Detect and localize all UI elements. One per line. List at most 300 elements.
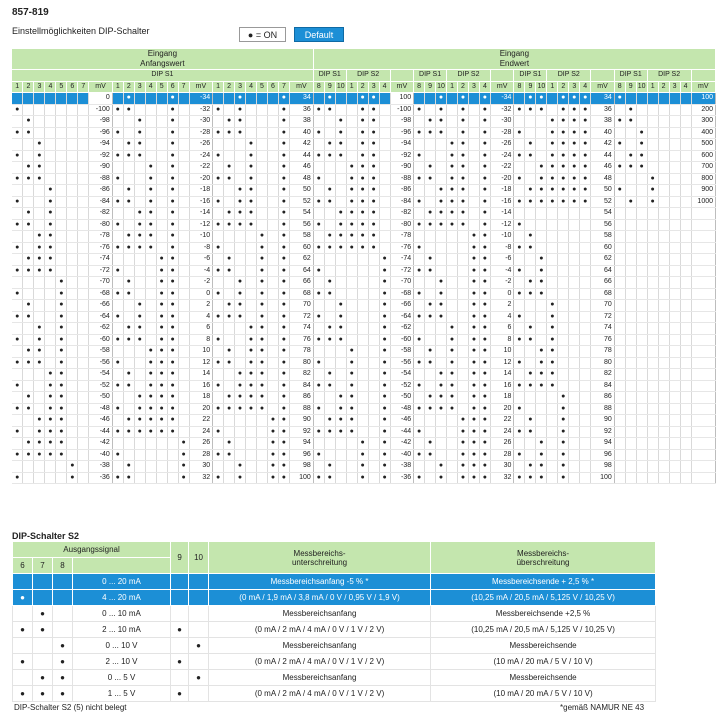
dip-cell	[580, 254, 591, 266]
dip-cell	[680, 415, 691, 427]
dip-cell	[514, 231, 525, 243]
switch-number: 3	[468, 81, 479, 93]
dip-cell	[324, 116, 335, 128]
dip-cell: ●	[134, 127, 145, 139]
table-row	[12, 426, 716, 438]
mv-value: -90	[89, 162, 113, 174]
dip-cell	[56, 162, 67, 174]
dip-cell: ●	[112, 242, 123, 254]
dip-cell	[525, 116, 536, 128]
dip-cell	[558, 242, 569, 254]
dip-cell	[647, 150, 658, 162]
switch-number: 4	[479, 81, 490, 93]
dip-cell: ●	[23, 127, 34, 139]
dip-cell: ●	[447, 150, 458, 162]
dip-cell: ●	[45, 265, 56, 277]
dip-cell	[357, 380, 368, 392]
dip-cell	[45, 150, 56, 162]
dip-cell	[246, 311, 257, 323]
dip-cell: ●	[468, 357, 479, 369]
dip-cell	[436, 139, 447, 151]
dip-cell: ●	[636, 150, 647, 162]
mv-value: -26	[490, 139, 514, 151]
dip-cell	[447, 277, 458, 289]
dip-cell	[56, 231, 67, 243]
dip-cell: ●	[547, 323, 558, 335]
dip-cell	[45, 311, 56, 323]
dip-cell	[235, 426, 246, 438]
dip-cell	[669, 323, 680, 335]
dip-cell	[134, 196, 145, 208]
dip-cell	[636, 300, 647, 312]
dip-cell	[56, 104, 67, 116]
dip-cell	[33, 638, 53, 654]
dip-cell: ●	[479, 461, 490, 473]
dip-cell	[614, 277, 625, 289]
dip-cell: ●	[313, 242, 324, 254]
dip-cell: ●	[468, 426, 479, 438]
dip-cell: ●	[257, 357, 268, 369]
mv-value: -72	[390, 265, 414, 277]
dip-cell: ●	[379, 277, 390, 289]
mv-value: -72	[89, 265, 113, 277]
dip-cell	[447, 461, 458, 473]
dip-cell	[178, 104, 189, 116]
col-blank	[73, 558, 171, 574]
dip-cell	[257, 116, 268, 128]
dip-cell: ●	[547, 173, 558, 185]
mv-value: 52	[591, 196, 615, 208]
dip-cell: ●	[324, 277, 335, 289]
dip-cell	[414, 185, 425, 197]
dip-cell: ●	[156, 357, 167, 369]
dip-cell	[536, 219, 547, 231]
dip-9-cell: ●	[171, 622, 189, 638]
dip-cell	[536, 116, 547, 128]
dip-s2-title: DIP-Schalter S2	[12, 531, 80, 541]
dip-cell	[45, 127, 56, 139]
dip-cell	[246, 461, 257, 473]
dip-cell	[647, 438, 658, 450]
dip-cell	[267, 369, 278, 381]
dip-cell	[514, 277, 525, 289]
dip-cell: ●	[235, 93, 246, 105]
dip-cell: ●	[447, 357, 458, 369]
mv-value: -20	[189, 173, 213, 185]
dip-cell: ●	[458, 415, 469, 427]
mv-value: -68	[89, 288, 113, 300]
dip-cell	[669, 242, 680, 254]
dip-cell: ●	[547, 346, 558, 358]
dip-cell	[680, 116, 691, 128]
dip-cell: ●	[436, 461, 447, 473]
dip-cell	[45, 104, 56, 116]
dip-cell	[680, 208, 691, 220]
dip-cell	[547, 403, 558, 415]
dip-cell: ●	[167, 231, 178, 243]
dip-cell	[134, 472, 145, 484]
dip-cell	[45, 93, 56, 105]
dip-cell: ●	[112, 150, 123, 162]
dip-cell	[346, 116, 357, 128]
header-blank	[490, 70, 514, 82]
mv-value: -36	[89, 472, 113, 484]
dip-cell	[112, 254, 123, 266]
dip-cell	[134, 277, 145, 289]
dip-cell	[123, 162, 134, 174]
mv-value: 24	[490, 426, 514, 438]
dip-cell	[267, 323, 278, 335]
dip-cell: ●	[145, 208, 156, 220]
dip-cell: ●	[123, 323, 134, 335]
dip-cell	[569, 346, 580, 358]
mv-value	[691, 208, 715, 220]
mv-value: 80	[591, 357, 615, 369]
dip-cell: ●	[313, 173, 324, 185]
dip-cell: ●	[436, 288, 447, 300]
dip-cell	[368, 461, 379, 473]
dip-cell	[580, 231, 591, 243]
mv-value: -94	[390, 139, 414, 151]
dip-cell	[145, 472, 156, 484]
dip-cell	[167, 472, 178, 484]
dip-cell	[346, 254, 357, 266]
table-row	[13, 590, 656, 606]
dip-cell	[346, 438, 357, 450]
dip-cell	[425, 93, 436, 105]
dip-cell: ●	[536, 380, 547, 392]
dip-cell	[680, 300, 691, 312]
dip-cell: ●	[246, 196, 257, 208]
mv-value	[691, 438, 715, 450]
table-row	[12, 403, 716, 415]
dip-cell: ●	[112, 127, 123, 139]
dip-cell	[625, 139, 636, 151]
dip-cell	[525, 162, 536, 174]
dip-cell	[514, 139, 525, 151]
dip-cell: ●	[425, 162, 436, 174]
header-dip-s2: DIP S2	[647, 70, 691, 82]
dip-cell: ●	[123, 380, 134, 392]
dip-cell	[134, 254, 145, 266]
dip-cell: ●	[346, 403, 357, 415]
dip-cell	[625, 357, 636, 369]
switch-number: 3	[134, 81, 145, 93]
table-row	[12, 334, 716, 346]
mv-value: 44	[289, 150, 313, 162]
dip-cell	[625, 300, 636, 312]
dip-cell	[558, 380, 569, 392]
dip-cell	[547, 254, 558, 266]
dip-cell	[134, 288, 145, 300]
dip-cell: ●	[123, 104, 134, 116]
dip-cell	[12, 415, 23, 427]
dip-cell	[669, 380, 680, 392]
dip-cell	[123, 219, 134, 231]
dip-cell	[379, 208, 390, 220]
switch-number: 2	[224, 81, 235, 93]
dip-cell	[78, 369, 89, 381]
dip-cell	[636, 219, 647, 231]
dip-cell	[178, 380, 189, 392]
dip-cell	[636, 346, 647, 358]
dip-cell	[658, 139, 669, 151]
dip-cell: ●	[145, 219, 156, 231]
dip-cell	[580, 380, 591, 392]
dip-cell	[145, 334, 156, 346]
header-blank	[691, 70, 715, 82]
dip-cell	[335, 461, 346, 473]
dip-cell: ●	[458, 461, 469, 473]
mv-value: -32	[490, 104, 514, 116]
dip-cell: ●	[213, 127, 224, 139]
dip-cell	[658, 173, 669, 185]
dip-cell	[514, 208, 525, 220]
dip-cell	[669, 392, 680, 404]
dip-cell	[569, 219, 580, 231]
dip-cell: ●	[123, 426, 134, 438]
dip-cell: ●	[235, 392, 246, 404]
dip-cell	[625, 288, 636, 300]
dip-cell	[680, 311, 691, 323]
dip-cell	[647, 300, 658, 312]
dip-cell: ●	[468, 300, 479, 312]
header-dip-s2: DIP S2	[547, 70, 591, 82]
dip-cell: ●	[12, 150, 23, 162]
dip-cell: ●	[257, 334, 268, 346]
mv-value: 90	[289, 415, 313, 427]
dip-cell: ●	[357, 196, 368, 208]
dip-cell	[625, 93, 636, 105]
dip-cell	[680, 438, 691, 450]
dip-cell: ●	[335, 392, 346, 404]
dip-cell: ●	[112, 426, 123, 438]
switch-number: 2	[23, 81, 34, 93]
dip-cell	[145, 93, 156, 105]
dip-cell: ●	[414, 127, 425, 139]
mv-value	[691, 461, 715, 473]
footnote-left: DIP-Schalter S2 (5) nicht belegt	[14, 703, 127, 712]
dip-cell	[112, 461, 123, 473]
mv-value: 68	[591, 288, 615, 300]
ueberschreitung-value: Messbereichsende + 2,5 % *	[431, 574, 656, 590]
dip-cell	[536, 426, 547, 438]
mv-value: 72	[289, 311, 313, 323]
dip-cell	[647, 277, 658, 289]
mv-value: -92	[89, 150, 113, 162]
dip-cell: ●	[167, 311, 178, 323]
dip-cell: ●	[213, 173, 224, 185]
dip-cell: ●	[278, 265, 289, 277]
dip-cell: ●	[636, 139, 647, 151]
dip-cell: ●	[257, 369, 268, 381]
dip-cell: ●	[580, 139, 591, 151]
dip-cell	[625, 219, 636, 231]
dip-cell: ●	[246, 185, 257, 197]
dip-cell: ●	[123, 277, 134, 289]
dip-cell	[224, 139, 235, 151]
table-row	[12, 127, 716, 139]
dip-cell	[614, 242, 625, 254]
table-row	[13, 574, 656, 590]
mv-value: -64	[89, 311, 113, 323]
dip-cell: ●	[425, 346, 436, 358]
mv-value: -38	[390, 461, 414, 473]
dip-cell: ●	[324, 369, 335, 381]
dip-cell	[178, 173, 189, 185]
dip-cell	[558, 219, 569, 231]
dip-cell: ●	[156, 426, 167, 438]
switch-number: 4	[379, 81, 390, 93]
dip-cell	[267, 311, 278, 323]
dip-cell: ●	[357, 231, 368, 243]
mv-header: mV	[691, 81, 715, 93]
dip-cell: ●	[224, 127, 235, 139]
dip-cell	[458, 254, 469, 266]
dip-cell	[346, 472, 357, 484]
dip-cell	[224, 426, 235, 438]
table-row	[12, 277, 716, 289]
dip-cell	[156, 472, 167, 484]
dip-cell: ●	[625, 104, 636, 116]
dip-cell	[156, 449, 167, 461]
dip-cell	[368, 357, 379, 369]
dip-cell: ●	[414, 265, 425, 277]
mv-value: -66	[89, 300, 113, 312]
dip-cell: ●	[525, 288, 536, 300]
dip-cell	[145, 323, 156, 335]
signal-range: 0 ... 5 V	[73, 670, 171, 686]
dip-cell	[658, 415, 669, 427]
dip-cell: ●	[34, 346, 45, 358]
dip-cell: ●	[213, 334, 224, 346]
dip-cell	[134, 380, 145, 392]
dip-cell	[335, 196, 346, 208]
dip-cell: ●	[335, 231, 346, 243]
dip-cell: ●	[479, 300, 490, 312]
dip-9-cell	[171, 574, 189, 590]
mv-value: -88	[89, 173, 113, 185]
dip-cell	[447, 415, 458, 427]
dip-cell: ●	[335, 116, 346, 128]
dip-cell: ●	[278, 139, 289, 151]
dip-cell: ●	[257, 242, 268, 254]
dip-cell	[56, 196, 67, 208]
mv-value: -38	[89, 461, 113, 473]
dip-cell	[246, 426, 257, 438]
dip-cell	[447, 300, 458, 312]
dip-cell	[156, 127, 167, 139]
mv-value: -60	[89, 334, 113, 346]
dip-cell	[669, 196, 680, 208]
dip-cell	[547, 265, 558, 277]
dip-cell	[514, 461, 525, 473]
dip-cell: ●	[278, 346, 289, 358]
dip-cell	[23, 369, 34, 381]
dip-cell: ●	[156, 403, 167, 415]
dip-cell	[178, 288, 189, 300]
dip-cell	[525, 311, 536, 323]
dip-cell	[647, 426, 658, 438]
dip-10-cell	[189, 590, 209, 606]
dip-cell	[436, 162, 447, 174]
dip-cell	[235, 173, 246, 185]
dip-cell: ●	[346, 369, 357, 381]
dip-cell: ●	[45, 196, 56, 208]
dip-cell: ●	[479, 380, 490, 392]
dip-cell	[680, 461, 691, 473]
dip-cell	[235, 150, 246, 162]
dip-cell	[78, 403, 89, 415]
dip-cell	[67, 139, 78, 151]
dip-cell	[45, 472, 56, 484]
dip-cell	[34, 93, 45, 105]
dip-cell: ●	[536, 357, 547, 369]
dip-cell	[235, 346, 246, 358]
dip-cell	[257, 438, 268, 450]
dip-cell	[468, 104, 479, 116]
dip-cell: ●	[145, 403, 156, 415]
dip-cell	[614, 173, 625, 185]
dip-cell	[525, 173, 536, 185]
dip-cell	[525, 254, 536, 266]
dip-cell	[178, 139, 189, 151]
dip-cell: ●	[447, 380, 458, 392]
dip-cell: ●	[436, 300, 447, 312]
dip-cell: ●	[134, 300, 145, 312]
mv-value: -6	[490, 254, 514, 266]
dip-cell: ●	[56, 380, 67, 392]
dip-cell: ●	[479, 231, 490, 243]
dip-cell: ●	[278, 334, 289, 346]
switch-number: 4	[580, 81, 591, 93]
switch-number: 10	[436, 81, 447, 93]
dip-cell: ●	[368, 208, 379, 220]
mv-value: -6	[189, 254, 213, 266]
unterschreitung-value: (0 mA / 2 mA / 4 mA / 0 V / 1 V / 2 V)	[209, 622, 431, 638]
dip-cell	[669, 472, 680, 484]
dip-cell	[658, 116, 669, 128]
dip-cell: ●	[156, 346, 167, 358]
dip-cell	[580, 346, 591, 358]
dip-cell	[34, 369, 45, 381]
dip-cell	[324, 254, 335, 266]
mv-value: 86	[289, 392, 313, 404]
dip-cell: ●	[569, 185, 580, 197]
mv-value: 76	[591, 334, 615, 346]
dip-cell	[346, 277, 357, 289]
dip-cell	[257, 93, 268, 105]
dip-cell	[468, 150, 479, 162]
dip-cell: ●	[313, 265, 324, 277]
dip-cell	[235, 242, 246, 254]
dip-cell: ●	[468, 254, 479, 266]
dip-cell: ●	[145, 346, 156, 358]
dip-cell	[134, 173, 145, 185]
dip-cell	[267, 334, 278, 346]
dip-cell	[425, 415, 436, 427]
dip-cell	[569, 392, 580, 404]
dip-cell: ●	[178, 438, 189, 450]
dip-cell	[414, 415, 425, 427]
mv-value: -30	[189, 116, 213, 128]
dip-cell: ●	[235, 208, 246, 220]
dip-cell	[67, 380, 78, 392]
dip-cell	[257, 162, 268, 174]
table-row	[12, 242, 716, 254]
dip-cell	[178, 150, 189, 162]
dip-cell	[178, 311, 189, 323]
